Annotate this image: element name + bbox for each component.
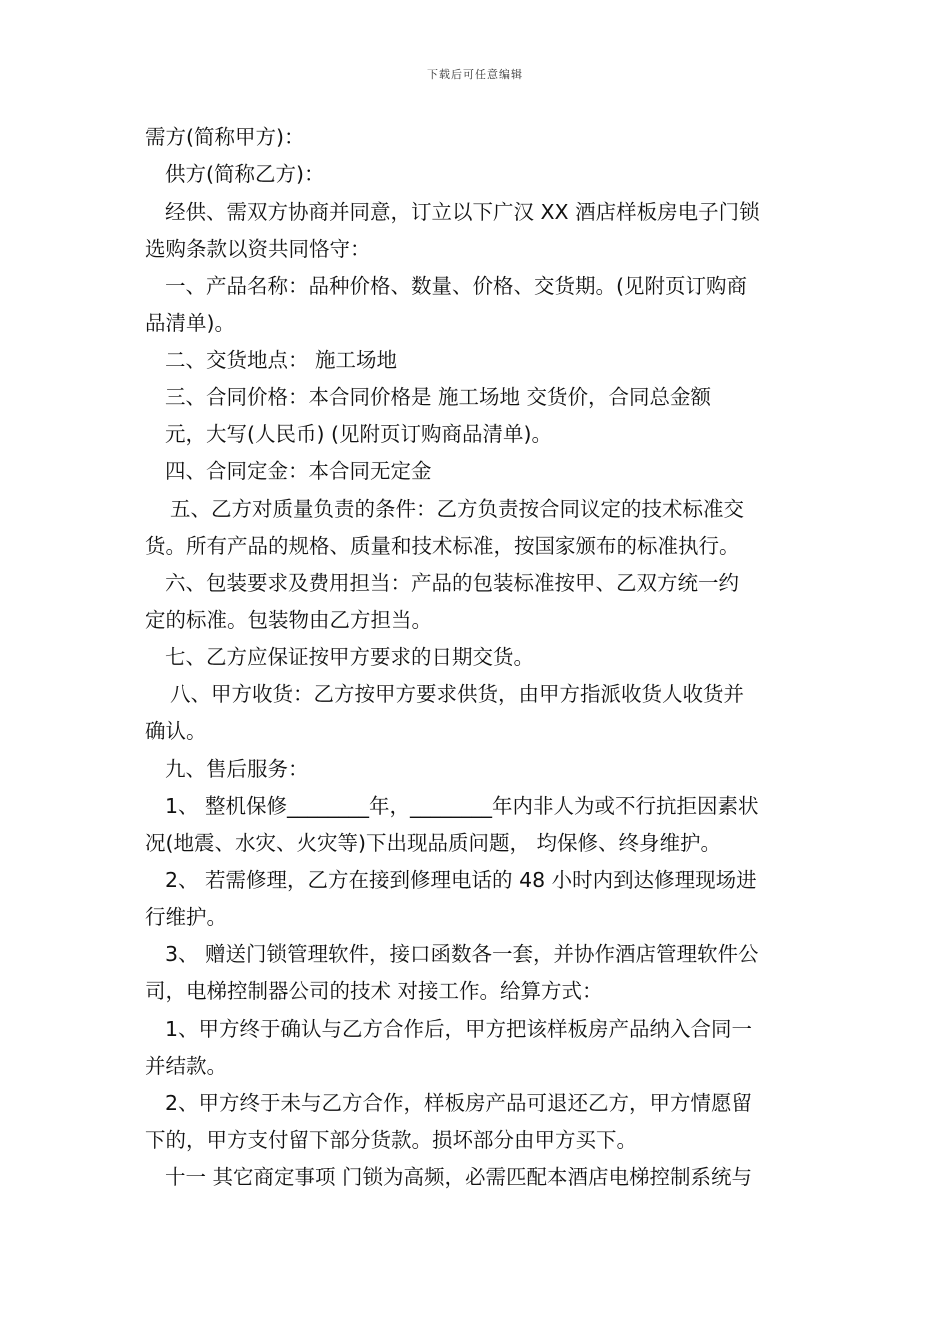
text-line: 三、合同价格：本合同价格是 施工场地 交货价，合同总金额 [165, 385, 712, 409]
text-line: 八、甲方收货：乙方按甲方要求供货，由甲方指派收货人收货并 [170, 682, 744, 706]
text-line: 2、 若需修理，乙方在接到修理电话的 48 小时内到达修理现场进 [165, 868, 757, 892]
text-line: 七、乙方应保证按甲方要求的日期交货。 [165, 645, 534, 669]
text-line: 1、 整机保修________年，________年内非人为或不行抗拒因素状 [165, 794, 759, 818]
text-line: 司，电梯控制器公司的技术 对接工作。给算方式： [145, 979, 603, 1003]
text-line: 定的标准。包装物由乙方担当。 [145, 608, 432, 632]
text-line: 经供、需双方协商并同意，订立以下广汉 XX 酒店样板房电子门锁 [165, 200, 760, 224]
text-line: 1、甲方终于确认与乙方合作后，甲方把该样板房产品纳入合同一 [165, 1017, 753, 1041]
text-line: 五、乙方对质量负责的条件：乙方负责按合同议定的技术标准交 [170, 497, 744, 521]
text-line: 四、合同定金：本合同无定金 [165, 459, 432, 483]
text-line: 二、交货地点： 施工场地 [165, 348, 398, 372]
page-header: 下载后可任意编辑 [427, 68, 523, 81]
text-line: 六、包装要求及费用担当：产品的包装标准按甲、乙双方统一约 [165, 571, 739, 595]
text-line: 九、售后服务： [165, 757, 309, 781]
text-line: 品清单)。 [145, 311, 235, 335]
text-line: 供方(简称乙方)： [165, 162, 325, 186]
text-line: 确认。 [145, 719, 207, 743]
text-line: 一、产品名称：品种价格、数量、价格、交货期。(见附页订购商 [165, 274, 747, 298]
text-line: 需方(简称甲方)： [145, 125, 305, 149]
text-line: 并结款。 [145, 1054, 227, 1078]
text-line: 况(地震、水灾、火灾等)下出现品质问题， 均保修、终身维护。 [145, 831, 722, 855]
text-line: 选购条款以资共同恪守： [145, 237, 371, 261]
text-line: 货。所有产品的规格、质量和技术标准，按国家颁布的标准执行。 [145, 534, 740, 558]
text-line: 元，大写(人民币) (见附页订购商品清单)。 [165, 422, 553, 446]
text-line: 2、甲方终于未与乙方合作，样板房产品可退还乙方，甲方情愿留 [165, 1091, 753, 1115]
text-line: 十一 其它商定事项 门锁为高频，必需匹配本酒店电梯控制系统与 [165, 1165, 753, 1189]
text-line: 3、 赠送门锁管理软件，接口函数各一套，并协作酒店管理软件公 [165, 942, 759, 966]
text-line: 行维护。 [145, 905, 227, 929]
text-line: 下的，甲方支付留下部分货款。损坏部分由甲方买下。 [145, 1128, 637, 1152]
